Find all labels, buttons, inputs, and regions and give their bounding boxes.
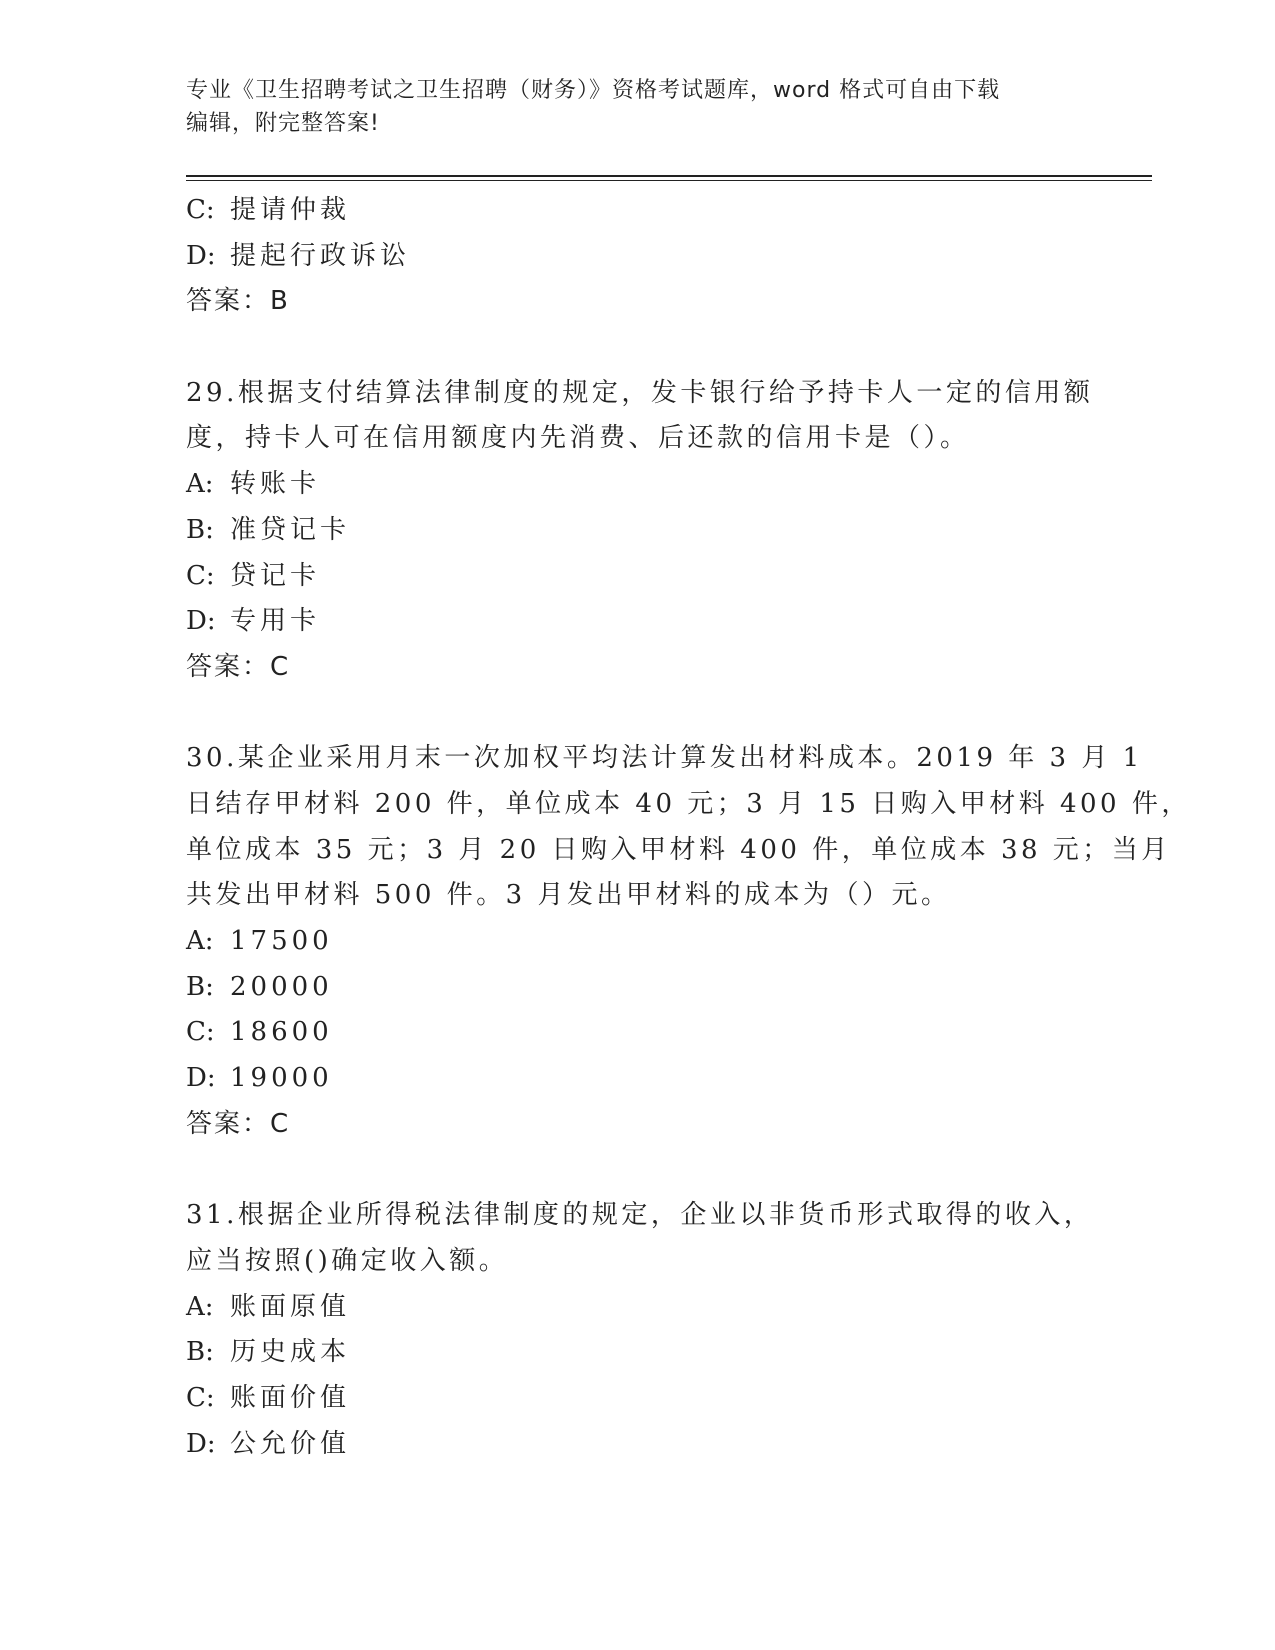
spacer (186, 325, 1086, 371)
option-c: C: 18600 (186, 1017, 333, 1048)
answer-line: 答案：B (186, 286, 290, 317)
option-d: D: 19000 (186, 1063, 333, 1094)
option-c: C: 账面价值 (186, 1382, 351, 1413)
document-header (186, 74, 1086, 140)
option-d: D: 专用卡 (186, 606, 321, 637)
answer-line: 答案：C (186, 651, 291, 682)
option-d: D: 提起行政诉讼 (186, 240, 411, 271)
question-text: 29.根据支付结算法律制度的规定，发卡银行给予持卡人一定的信用额 度，持卡人可在信用额度内先消费、后还款的信用卡是（）。 (186, 377, 1094, 454)
answer-line: 答案：C (186, 1108, 291, 1139)
option-b: B: 历史成本 (186, 1337, 351, 1368)
option-b: B: 准贷记卡 (186, 514, 351, 545)
document-body (186, 188, 1191, 1467)
question-31 (186, 1193, 1094, 1467)
option-b: B: 20000 (186, 971, 333, 1002)
option-a: A: 转账卡 (186, 469, 321, 500)
option-c: C: 贷记卡 (186, 560, 321, 591)
spacer (186, 1147, 1086, 1193)
question-text: 31.根据企业所得税法律制度的规定，企业以非货币形式取得的收入， 应当按照()确定收入额。 (186, 1200, 1094, 1276)
question-29 (186, 371, 1094, 691)
option-a: A: 账面原值 (186, 1291, 351, 1322)
option-c: C: 提请仲裁 (186, 195, 351, 225)
header-line-1: 专业《卫生招聘考试之卫生招聘（财务）》资格考试题库，word 格式可自由下载 (186, 78, 1001, 103)
spacer (186, 691, 1086, 737)
option-d: D: 公允价值 (186, 1428, 351, 1459)
header-divider (186, 175, 1152, 181)
question-30 (186, 736, 1191, 1147)
question-28-tail (186, 188, 1086, 325)
header-line-2: 编辑，附完整答案! (186, 111, 380, 136)
option-a: A: 17500 (186, 926, 333, 956)
question-text: 30.某企业采用月末一次加权平均法计算发出材料成本。2019 年 3 月 1 日结存甲材料 200 件，单位成本 40 元；3 月 15 日购入甲材料 400 件， 单位成本 35 元；3 月 20 日购入甲材料 400 件，单位成本 38 元；当月 共发出甲材料 500 件。3 月发出甲材料的成本为（）元。 (186, 743, 1191, 911)
